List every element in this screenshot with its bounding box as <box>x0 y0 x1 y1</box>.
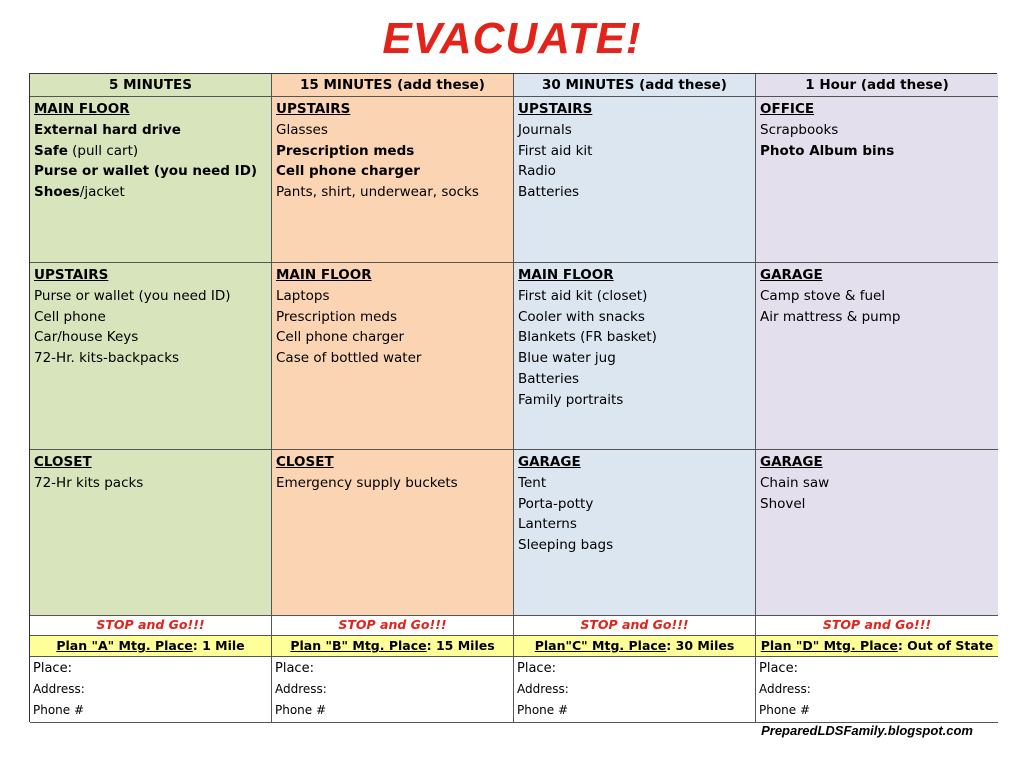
section-heading: MAIN FLOOR <box>34 101 130 117</box>
list-item-bold: Safe <box>34 142 68 159</box>
list-item <box>518 120 751 141</box>
place-field[interactable]: Place: <box>33 661 72 676</box>
list-item <box>518 182 751 203</box>
list-item <box>276 141 509 162</box>
list-item-text: Batteries <box>518 370 580 387</box>
section-heading: MAIN FLOOR <box>276 267 372 283</box>
meeting-place-fields-30-minutes <box>514 657 756 723</box>
list-item-text: Case of bottled water <box>276 350 422 367</box>
list-item <box>34 161 267 182</box>
section-heading: OFFICE <box>760 101 815 117</box>
footer-credit: PreparedLDSFamily.blogspot.com <box>761 723 973 738</box>
list-item <box>518 286 751 307</box>
list-item <box>276 120 509 141</box>
section-cell-1-hour-3 <box>756 450 998 616</box>
place-field[interactable]: Place: <box>759 661 798 676</box>
list-item-bold: Purse or wallet (you need ID) <box>34 163 258 180</box>
list-item <box>276 473 509 494</box>
list-item-text: Emergency supply buckets <box>276 474 458 491</box>
place-field[interactable]: Place: <box>275 661 314 676</box>
section-cell-30-minutes-2 <box>514 263 756 450</box>
list-item-bold: Shoes <box>34 184 80 201</box>
stop-and-go-15-minutes: STOP and Go!!! <box>272 616 514 636</box>
list-item-text: 72-Hr kits packs <box>34 474 144 491</box>
meeting-place-plan-15-minutes <box>272 636 514 657</box>
list-item-bold: Prescription meds <box>276 142 415 159</box>
section-heading: MAIN FLOOR <box>518 267 614 283</box>
section-heading: UPSTAIRS <box>34 267 109 283</box>
meeting-place-fields-1-hour <box>756 657 998 723</box>
list-item <box>34 348 267 369</box>
plan-distance: : 1 Mile <box>192 638 245 653</box>
list-item-text: (pull cart) <box>67 142 139 159</box>
column-header-30-minutes: 30 MINUTES (add these) <box>514 74 756 97</box>
section-cell-15-minutes-1 <box>272 97 514 263</box>
list-item-text: Cooler with snacks <box>518 308 645 325</box>
list-item-text: Sleeping bags <box>518 537 614 554</box>
list-item-text: Tent <box>518 474 547 491</box>
list-item <box>34 120 267 141</box>
column-header-1-hour: 1 Hour (add these) <box>756 74 998 97</box>
list-item-text: Porta-potty <box>518 495 594 512</box>
list-item-text: Radio <box>518 163 556 180</box>
meeting-place-fields-5-minutes <box>30 657 272 723</box>
list-item <box>34 307 267 328</box>
section-cell-1-hour-2 <box>756 263 998 450</box>
list-item-text: Laptops <box>276 287 330 304</box>
list-item-text: Prescription meds <box>276 308 397 325</box>
section-cell-5-minutes-3 <box>30 450 272 616</box>
list-item <box>34 141 267 162</box>
list-item <box>34 327 267 348</box>
list-item-bold: Photo Album bins <box>760 142 895 159</box>
list-item-text: Cell phone <box>34 308 106 325</box>
phone-field[interactable]: Phone # <box>33 703 85 717</box>
stop-and-go-1-hour: STOP and Go!!! <box>756 616 998 636</box>
address-field[interactable]: Address: <box>517 682 569 696</box>
list-item <box>34 473 267 494</box>
list-item-text: First aid kit (closet) <box>518 287 648 304</box>
meeting-place-plan-5-minutes <box>30 636 272 657</box>
list-item <box>34 286 267 307</box>
phone-field[interactable]: Phone # <box>275 703 327 717</box>
address-field[interactable]: Address: <box>33 682 85 696</box>
address-field[interactable]: Address: <box>759 682 811 696</box>
list-item <box>276 286 509 307</box>
section-heading: CLOSET <box>34 454 92 470</box>
address-field[interactable]: Address: <box>275 682 327 696</box>
list-item-text: Blue water jug <box>518 350 616 367</box>
list-item-text: Car/house Keys <box>34 329 139 346</box>
list-item <box>518 141 751 162</box>
section-heading: GARAGE <box>760 454 823 470</box>
plan-distance: : Out of State <box>897 638 994 653</box>
list-item-text: Lanterns <box>518 516 577 533</box>
section-cell-5-minutes-1 <box>30 97 272 263</box>
list-item-text: Family portraits <box>518 391 624 408</box>
evacuation-table <box>29 73 997 722</box>
list-item <box>518 161 751 182</box>
list-item <box>276 327 509 348</box>
plan-label: Plan "B" Mtg. Place <box>290 638 427 653</box>
list-item <box>518 514 751 535</box>
list-item-text: Purse or wallet (you need ID) <box>34 287 231 304</box>
list-item <box>518 348 751 369</box>
plan-label: Plan "A" Mtg. Place <box>56 638 193 653</box>
list-item <box>518 494 751 515</box>
plan-label: Plan"C" Mtg. Place <box>534 638 667 653</box>
list-item-text: Cell phone charger <box>276 329 405 346</box>
list-item <box>760 307 994 328</box>
place-field[interactable]: Place: <box>517 661 556 676</box>
list-item <box>760 141 994 162</box>
list-item-text: Batteries <box>518 184 580 201</box>
list-item <box>34 182 267 203</box>
list-item <box>518 535 751 556</box>
section-cell-15-minutes-3 <box>272 450 514 616</box>
phone-field[interactable]: Phone # <box>517 703 569 717</box>
list-item <box>518 327 751 348</box>
section-cell-15-minutes-2 <box>272 263 514 450</box>
section-cell-1-hour-1 <box>756 97 998 263</box>
stop-and-go-30-minutes: STOP and Go!!! <box>514 616 756 636</box>
list-item-text: Shovel <box>760 495 806 512</box>
list-item <box>760 473 994 494</box>
plan-label: Plan "D" Mtg. Place <box>760 638 898 653</box>
plan-distance: : 30 Miles <box>666 638 735 653</box>
list-item-text: First aid kit <box>518 142 593 159</box>
list-item-bold: Cell phone charger <box>276 163 420 180</box>
page-title: EVACUATE! <box>382 14 642 63</box>
list-item-bold: External hard drive <box>34 121 181 138</box>
stop-and-go-5-minutes: STOP and Go!!! <box>30 616 272 636</box>
list-item <box>760 494 994 515</box>
plan-distance: : 15 Miles <box>426 638 495 653</box>
list-item-text: Blankets (FR basket) <box>518 329 657 346</box>
meeting-place-plan-1-hour <box>756 636 998 657</box>
list-item-text: Glasses <box>276 121 328 138</box>
list-item-text: Journals <box>518 121 572 138</box>
list-item <box>518 307 751 328</box>
list-item-text: Camp stove & fuel <box>760 287 886 304</box>
meeting-place-fields-15-minutes <box>272 657 514 723</box>
list-item <box>518 390 751 411</box>
section-cell-30-minutes-3 <box>514 450 756 616</box>
list-item-text: Scrapbooks <box>760 121 839 138</box>
list-item-text: 72-Hr. kits-backpacks <box>34 350 180 367</box>
column-header-15-minutes: 15 MINUTES (add these) <box>272 74 514 97</box>
list-item-text: Pants, shirt, underwear, socks <box>276 184 479 201</box>
list-item <box>276 307 509 328</box>
list-item <box>276 182 509 203</box>
list-item-text: /jacket <box>79 184 125 201</box>
list-item <box>276 161 509 182</box>
phone-field[interactable]: Phone # <box>759 703 811 717</box>
section-heading: GARAGE <box>518 454 581 470</box>
section-cell-30-minutes-1 <box>514 97 756 263</box>
section-cell-5-minutes-2 <box>30 263 272 450</box>
list-item-text: Chain saw <box>760 474 830 491</box>
section-heading: CLOSET <box>276 454 334 470</box>
list-item <box>276 348 509 369</box>
list-item <box>760 286 994 307</box>
section-heading: UPSTAIRS <box>518 101 593 117</box>
list-item <box>518 369 751 390</box>
column-header-5-minutes: 5 MINUTES <box>30 74 272 97</box>
meeting-place-plan-30-minutes <box>514 636 756 657</box>
list-item <box>518 473 751 494</box>
section-heading: GARAGE <box>760 267 823 283</box>
section-heading: UPSTAIRS <box>276 101 351 117</box>
list-item <box>760 120 994 141</box>
list-item-text: Air mattress & pump <box>760 308 901 325</box>
